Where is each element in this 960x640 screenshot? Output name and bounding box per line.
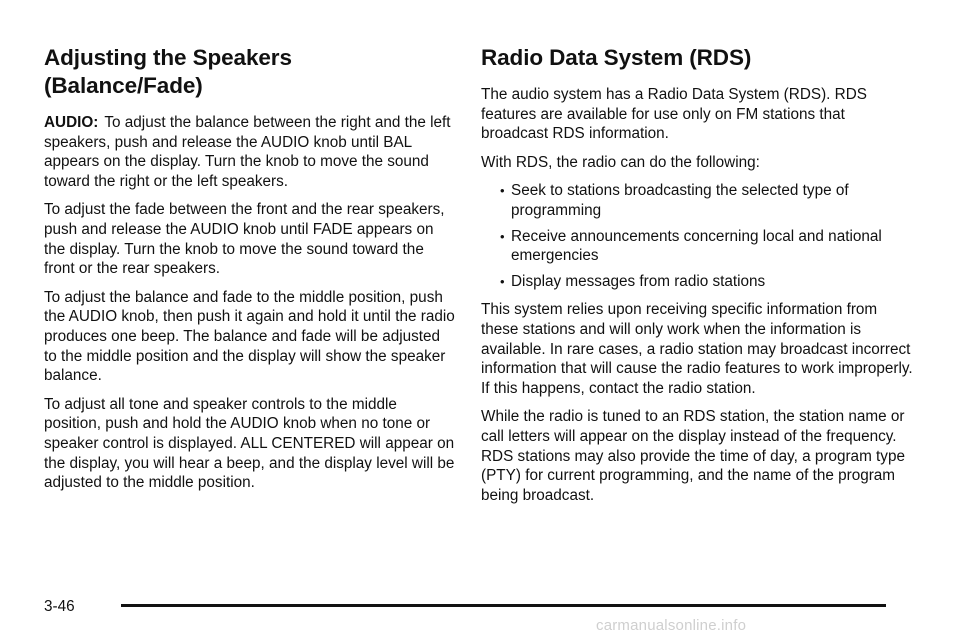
section-heading-rds: Radio Data System (RDS) <box>481 45 752 70</box>
bullet-icon: • <box>500 273 505 289</box>
bullet-icon: • <box>500 228 505 244</box>
page-number: 3-46 <box>44 598 75 615</box>
paragraph-rds-intro: The audio system has a Radio Data System (RDS). RDS features are available for use only on FM stations that broadcast RDS information. <box>481 86 867 143</box>
page-footer <box>44 594 886 618</box>
left-column <box>44 44 456 502</box>
section-heading-balance-fade: Adjusting the Speakers (Balance/Fade) <box>44 45 292 98</box>
paragraph-rds-reliance: This system relies upon receiving specific information from these stations and will only work when the information is available. In rare cases, a radio station may broadcast incorrect information that will cause the radio features to work improperly. If this happens, contact the radio station. <box>481 301 913 397</box>
footer-divider <box>121 604 886 607</box>
paragraph-middle-position: To adjust the balance and fade to the middle position, push the AUDIO knob, then push it again and hold it until the radio produces one beep. The balance and fade will be adjusted to the middle position and the display will show the speaker balance. <box>44 288 455 385</box>
paragraph-audio-balance-text: To adjust the balance between the right and the left speakers, push and release the AUDIO knob until BAL appears on the display. Turn the knob to move the sound toward the right or the left speakers. <box>44 114 451 190</box>
paragraph-all-centered: To adjust all tone and speaker controls to the middle position, push and hold the AUDIO knob when no tone or speaker control is displayed. ALL CENTERED will appear on the display, you will hear a beep, and the display level will be adjusted to the middle position. <box>44 395 455 492</box>
rds-feature-list <box>481 181 913 291</box>
paragraph-rds-list-intro: With RDS, the radio can do the following: <box>481 153 760 171</box>
paragraph-fade: To adjust the fade between the front and the rear speakers, push and release the AUDIO knob until FADE appears on the display. Turn the knob to move the sound toward the front or the rear speakers. <box>44 201 445 278</box>
paragraph-audio-balance <box>44 113 456 191</box>
paragraph-rds-station-name: While the radio is tuned to an RDS station, the station name or call letters will appear on the display instead of the frequency. RDS stations may also provide the time of day, a program type (PTY) for current programming, and the name of the program being broadcast. <box>481 408 905 504</box>
watermark-text: carmanualsonline.info <box>596 617 747 634</box>
list-item <box>481 272 913 292</box>
bullet-icon: • <box>500 183 505 199</box>
list-item-text: Seek to stations broadcasting the selected type of programming <box>511 182 849 219</box>
list-item <box>481 227 913 266</box>
list-item <box>481 181 913 220</box>
audio-lead-label: AUDIO: <box>44 114 99 131</box>
list-item-text: Display messages from radio stations <box>511 272 766 290</box>
list-item-text: Receive announcements concerning local and national emergencies <box>511 227 882 265</box>
right-column <box>481 44 913 514</box>
